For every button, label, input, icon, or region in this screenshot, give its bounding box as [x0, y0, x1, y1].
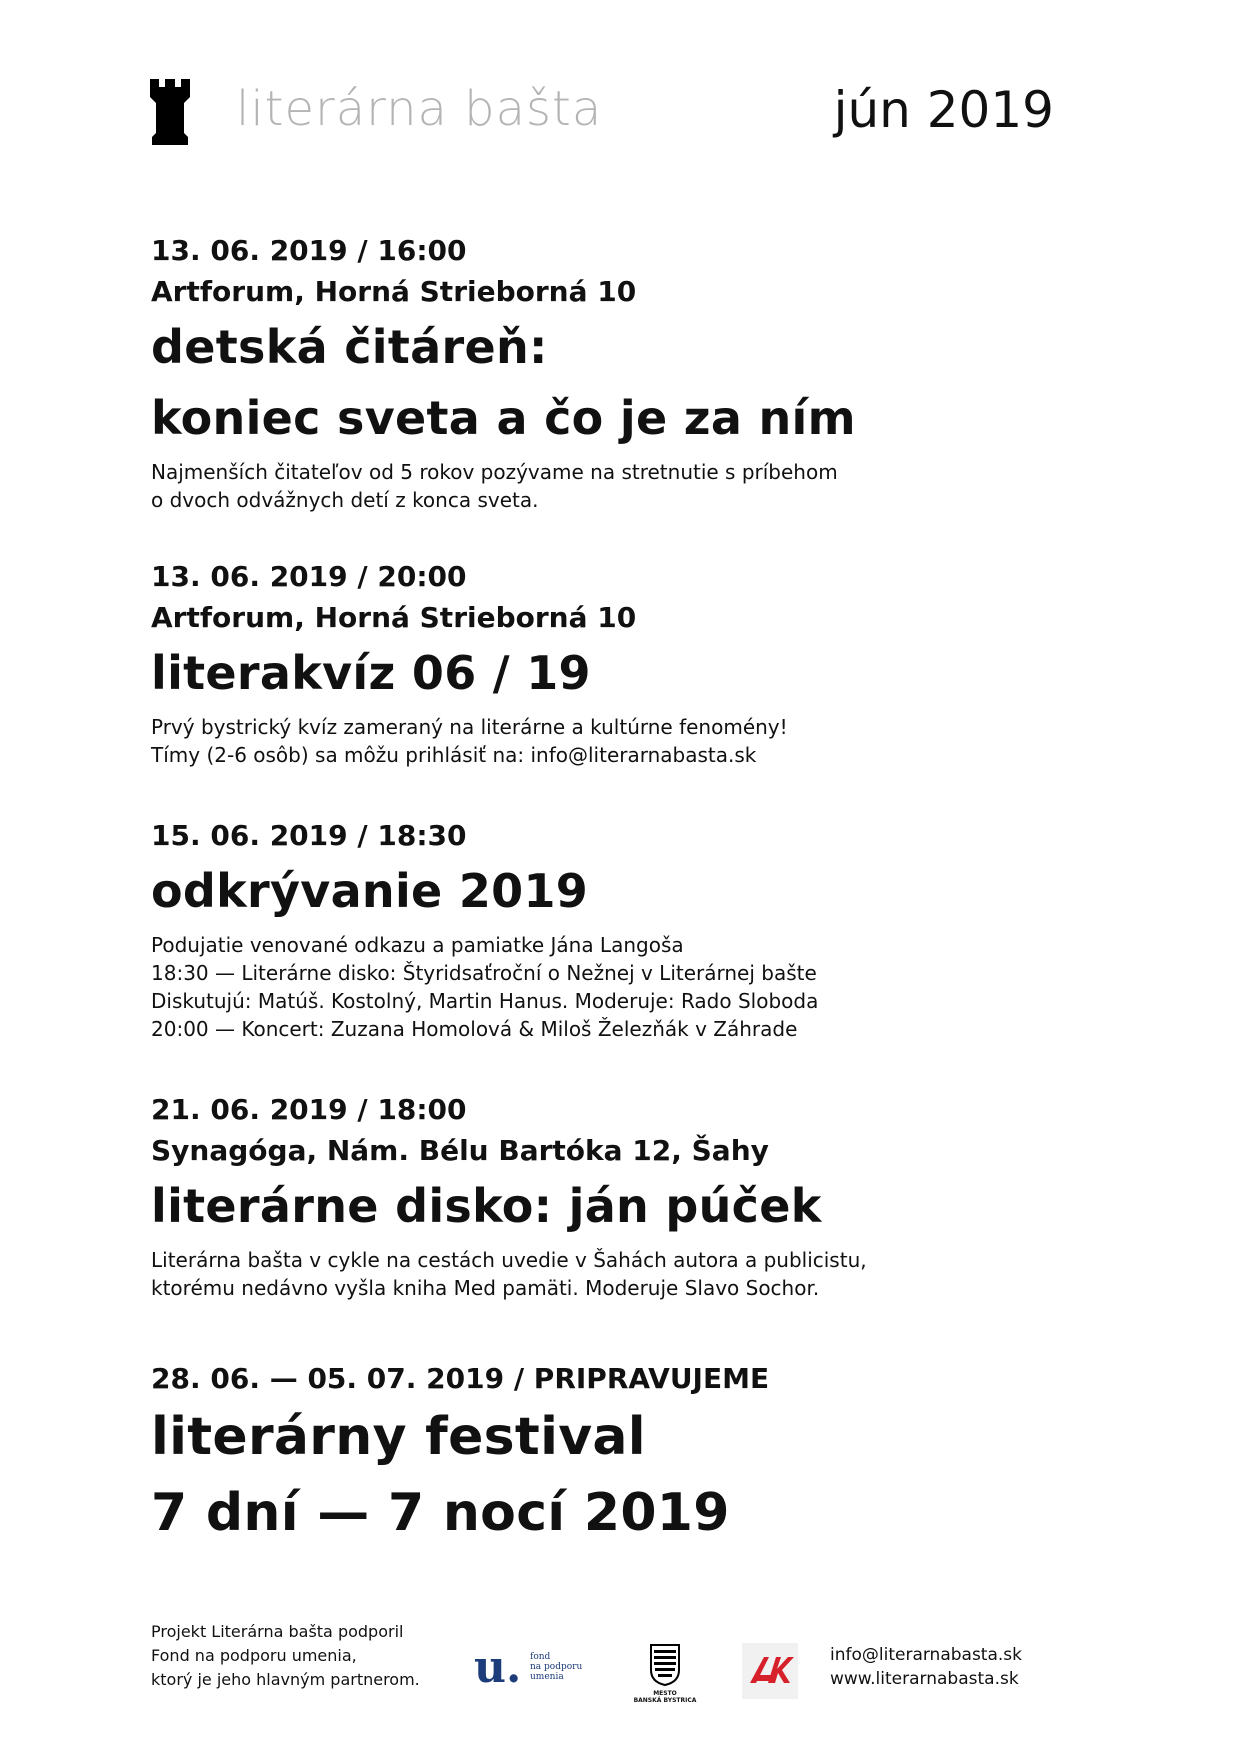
event-datetime: 21. 06. 2019 / 18:00 [151, 1093, 467, 1126]
support-line: Projekt Literárna bašta podporil [151, 1622, 404, 1641]
event-item [151, 230, 1071, 514]
event-venue: Artforum, Horná Strieborná 10 [151, 601, 637, 634]
contact-info [830, 1643, 1022, 1691]
event-item [151, 556, 1071, 769]
contact-website[interactable]: www.literarnabasta.sk [830, 1669, 1019, 1689]
issue-month: jún 2019 [833, 81, 1054, 139]
description-line: o dvoch odvážnych detí z konca sveta. [151, 488, 539, 512]
description-line: 18:30 — Literárne disko: Štyridsaťroční o Nežnej v Literárnej bašte [151, 961, 817, 985]
mesto-banska-bystrica-logo [626, 1644, 704, 1704]
fond-logo-line: fond [530, 1652, 551, 1662]
support-line: ktorý je jeho hlavným partnerom. [151, 1670, 420, 1689]
fond-na-podporu-umenia-logo [474, 1642, 594, 1694]
mesto-logo-line: MESTO [653, 1690, 677, 1697]
description-line: Najmenších čitateľov od 5 rokov pozývame na stretnutie s príbehom [151, 460, 838, 484]
description-line: Literárna bašta v cykle na cestách uvedie v Šahách autora a publicistu, [151, 1248, 867, 1272]
event-item [151, 1358, 1071, 1551]
event-title: odkrývanie 2019 [151, 864, 589, 918]
event-title: 7 dní — 7 nocí 2019 [151, 1483, 730, 1543]
event-datetime: 15. 06. 2019 / 18:30 [151, 819, 467, 852]
support-note [151, 1620, 420, 1692]
event-title: literárne disko: ján púček [151, 1179, 822, 1233]
event-title: koniec sveta a čo je za ním [151, 391, 856, 445]
description-line: Tímy (2-6 osôb) sa môžu prihlásiť na: info@literarnabasta.sk [151, 743, 757, 767]
brand-name: literárna bašta [236, 81, 603, 137]
description-line: Podujatie venované odkazu a pamiatke Jána Langoša [151, 933, 684, 957]
page-header [150, 75, 1054, 155]
event-datetime: 13. 06. 2019 / 20:00 [151, 560, 467, 593]
fond-logo-line: na podporu [530, 1662, 583, 1672]
event-title: literakvíz 06 / 19 [151, 646, 591, 700]
description-line: ktorému nedávno vyšla kniha Med pamäti. Moderuje Slavo Sochor. [151, 1276, 820, 1300]
mesto-logo-line: BANSKÁ BYSTRICA [633, 1697, 697, 1704]
event-item [151, 1089, 1071, 1302]
event-item [151, 815, 1071, 1043]
event-venue: Synagóga, Nám. Bélu Bartóka 12, Šahy [151, 1134, 769, 1167]
mesto-logo-text [626, 1690, 704, 1704]
description-line: Prvý bystrický kvíz zameraný na literárne a kultúrne fenomény! [151, 715, 788, 739]
event-description [151, 458, 1071, 514]
contact-email[interactable]: info@literarnabasta.sk [830, 1645, 1022, 1665]
event-title: literárny festival [151, 1407, 646, 1467]
event-datetime: 13. 06. 2019 / 16:00 [151, 234, 467, 267]
event-title: detská čitáreň: [151, 320, 548, 374]
description-line: Diskutujú: Matúš. Kostolný, Martin Hanus. Moderuje: Rado Sloboda [151, 989, 819, 1013]
support-line: Fond na podporu umenia, [151, 1646, 357, 1665]
fond-logo-text [530, 1652, 582, 1682]
fond-logo-letter: u. [474, 1642, 522, 1693]
event-description [151, 931, 1071, 1043]
ak-logo [742, 1643, 798, 1699]
event-description [151, 713, 1071, 769]
description-line: 20:00 — Koncert: Zuzana Homolová & Miloš Železňák v Záhrade [151, 1017, 798, 1041]
tower-icon [150, 79, 190, 145]
fond-logo-line: umenia [530, 1672, 564, 1682]
event-datetime: 28. 06. — 05. 07. 2019 / PRIPRAVUJEME [151, 1362, 770, 1395]
coat-of-arms-icon [650, 1644, 680, 1686]
event-description [151, 1246, 1071, 1302]
event-venue: Artforum, Horná Strieborná 10 [151, 275, 637, 308]
ak-logo-icon [742, 1643, 798, 1699]
